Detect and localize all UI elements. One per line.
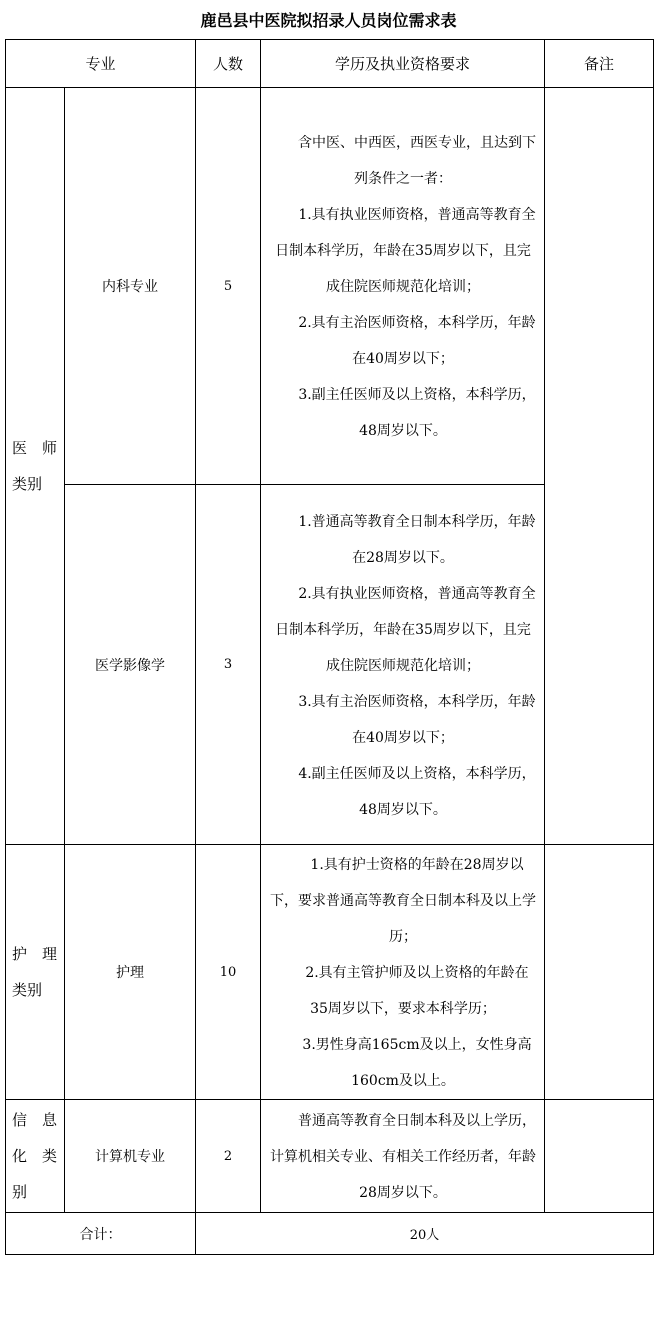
note-cell [545, 88, 654, 845]
count-cell: 2 [196, 1100, 261, 1213]
total-value: 20人 [196, 1213, 654, 1255]
requirement-line: 2.具有执业医师资格，普通高等教育全日制本科学历，年龄在35周岁以下，且完成住院医师规范化培训； [275, 585, 536, 674]
requirement-line: 1.普通高等教育全日制本科学历，年龄在28周岁以下。 [298, 513, 536, 566]
requirement-line: 含中医、中西医，西医专业，且达到下列条件之一者： [298, 135, 537, 187]
requirements-cell [261, 88, 545, 485]
total-row [6, 1213, 654, 1255]
requirements-cell [261, 1100, 545, 1213]
header-requirements: 学历及执业资格要求 [261, 40, 545, 88]
table-row [6, 845, 654, 1100]
requirements-cell [261, 845, 545, 1100]
table-row [6, 1100, 654, 1213]
major-cell: 内科专业 [65, 88, 196, 485]
note-cell [545, 845, 654, 1100]
header-row [6, 40, 654, 88]
category-doctor-line1: 医 师 [12, 439, 58, 457]
requirement-line: 3.具有主治医师资格，本科学历，年龄在40周岁以下； [298, 693, 536, 746]
total-label: 合计： [6, 1213, 196, 1255]
category-doctor [6, 88, 65, 845]
requirement-line: 2.具有主管护师及以上资格的年龄在35周岁以下，要求本科学历； [305, 965, 529, 1017]
header-note: 备注 [545, 40, 654, 88]
major-cell: 计算机专业 [65, 1100, 196, 1213]
major-cell: 医学影像学 [65, 485, 196, 845]
header-major: 专业 [6, 40, 196, 88]
requirement-line: 1.具有执业医师资格，普通高等教育全日制本科学历，年龄在35周岁以下，且完成住院医师规范化培训； [275, 207, 536, 295]
category-it [6, 1100, 65, 1213]
category-nurse-line1: 护 理 [12, 945, 58, 963]
count-cell: 3 [196, 485, 261, 845]
category-it-line1: 信 息 [12, 1111, 58, 1129]
count-cell: 10 [196, 845, 261, 1100]
category-nurse [6, 845, 65, 1100]
table-row [6, 88, 654, 485]
requirement-line: 4.副主任医师及以上资格，本科学历，48周岁以下。 [298, 765, 536, 818]
category-doctor-line2: 类别 [12, 475, 43, 493]
header-count: 人数 [196, 40, 261, 88]
requirement-line: 1.具有护士资格的年龄在28周岁以下，要求普通高等教育全日制本科及以上学历； [270, 857, 537, 945]
category-nurse-line2: 类别 [12, 981, 43, 999]
count-cell: 5 [196, 88, 261, 485]
category-it-line2: 化 类 [12, 1147, 58, 1165]
category-it-line3: 别 [12, 1183, 28, 1201]
recruitment-table [5, 39, 654, 1255]
requirement-line: 3.副主任医师及以上资格，本科学历，48周岁以下。 [298, 387, 536, 439]
major-cell: 护理 [65, 845, 196, 1100]
note-cell [545, 1100, 654, 1213]
requirement-line: 普通高等教育全日制本科及以上学历，计算机相关专业、有相关工作经历者，年龄28周岁以下。 [270, 1113, 537, 1201]
requirements-cell [261, 485, 545, 845]
requirement-line: 2.具有主治医师资格，本科学历，年龄在40周岁以下； [298, 315, 536, 367]
page-title: 鹿邑县中医院拟招录人员岗位需求表 [200, 11, 457, 30]
requirement-line: 3.男性身高165cm及以上，女性身高160cm及以上。 [302, 1037, 532, 1089]
